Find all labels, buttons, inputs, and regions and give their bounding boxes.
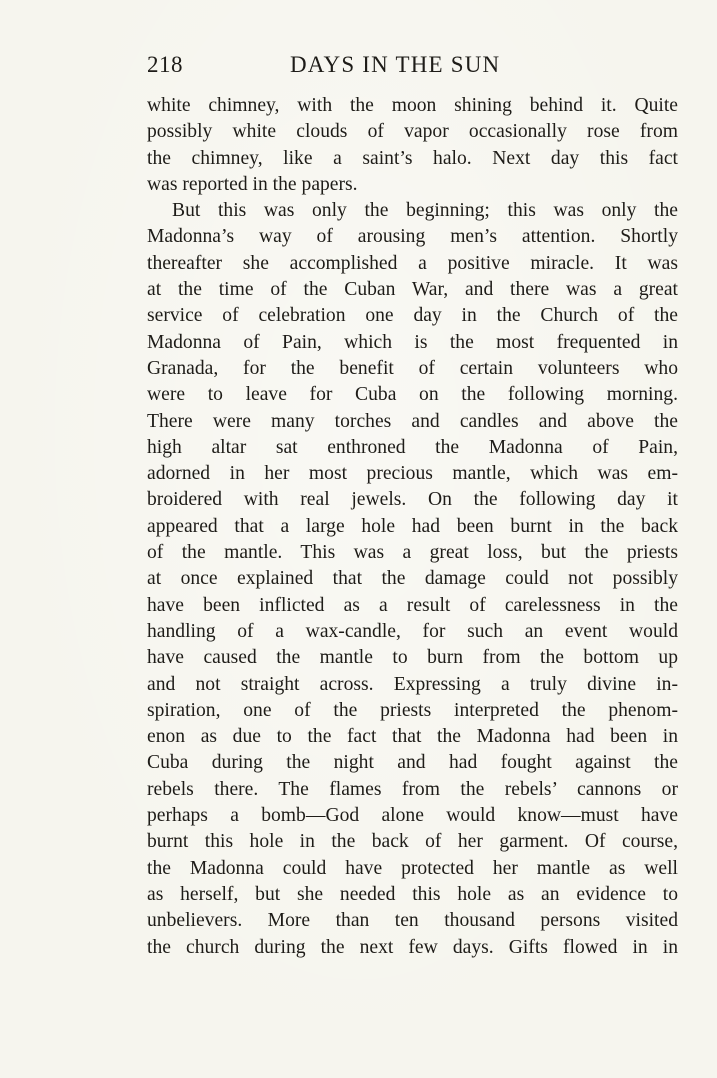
text-line: white chimney, with the moon shining behind it. Quite	[147, 95, 678, 116]
text-line: enon as due to the fact that the Madonna had been in	[147, 726, 678, 748]
text-line: high altar sat enthroned the Madonna of Pain,	[147, 436, 678, 458]
text-line: and not straight across. Expressing a truly divine in-	[147, 673, 678, 695]
text-line: the church during the next few days. Gifts flowed in in	[147, 936, 678, 958]
text-line: handling of a wax-candle, for such an event would	[147, 620, 678, 642]
text-line: thereafter she accomplished a positive miracle. It was	[147, 252, 678, 274]
page-header	[147, 52, 677, 86]
text-line: appeared that a large hole had been burnt in the back	[147, 515, 678, 537]
text-line: There were many torches and candles and above the	[147, 410, 678, 432]
text-line: have caused the mantle to burn from the bottom up	[147, 647, 678, 669]
text-line: have been inflicted as a result of carelessness in the	[147, 594, 678, 616]
text-line: spiration, one of the priests interpreted the phenom-	[147, 699, 678, 721]
text-line: of the mantle. This was a great loss, but the priests	[147, 542, 678, 564]
text-line: Madonna’s way of arousing men’s attention. Shortly	[147, 226, 678, 248]
text-line: rebels there. The flames from the rebels’ cannons or	[147, 778, 678, 800]
text-line: Madonna of Pain, which is the most frequented in	[147, 331, 678, 353]
text-line: Cuba during the night and had fought against the	[147, 752, 678, 774]
text-line: adorned in her most precious mantle, which was em-	[147, 463, 678, 485]
text-line: possibly white clouds of vapor occasionally rose from	[147, 121, 678, 143]
text-line: broidered with real jewels. On the following day it	[147, 489, 678, 511]
text-line: unbelievers. More than ten thousand persons visited	[147, 910, 678, 932]
body-text	[147, 93, 678, 961]
text-line: perhaps a bomb—God alone would know—must have	[147, 805, 678, 827]
page-number: 218	[147, 52, 183, 77]
text-line: burnt this hole in the back of her garment. Of course,	[147, 831, 678, 853]
text-line-paragraph-end: was reported in the papers.	[147, 173, 358, 195]
text-line: were to leave for Cuba on the following morning.	[147, 384, 678, 406]
text-line: the Madonna could have protected her mantle as well	[147, 857, 678, 879]
text-line: as herself, but she needed this hole as an evidence to	[147, 883, 678, 905]
text-line: at once explained that the damage could not possibly	[147, 568, 678, 590]
text-line: Granada, for the benefit of certain volunteers who	[147, 357, 678, 379]
text-line: at the time of the Cuban War, and there was a great	[147, 279, 678, 301]
text-line: service of celebration one day in the Church of the	[147, 305, 678, 327]
text-line: the chimney, like a saint’s halo. Next day this fact	[147, 147, 678, 169]
text-line-paragraph-start: But this was only the beginning; this was only the	[172, 200, 678, 222]
running-title: DAYS IN THE SUN	[290, 52, 501, 77]
